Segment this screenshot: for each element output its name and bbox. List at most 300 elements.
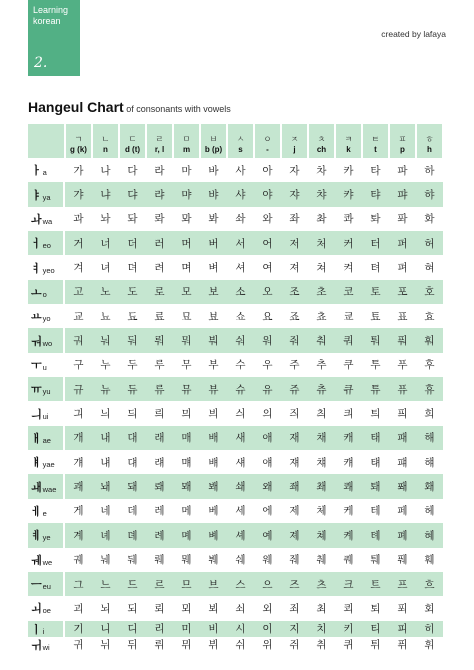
syllable-text: 벼 [208,262,219,275]
vowel-roman: a [42,168,47,178]
syllable-text: 늬 [100,408,111,421]
syllable-text: 췌 [316,554,327,567]
syllable-text: 홰 [424,481,435,494]
chapter-badge [28,0,80,76]
syllable-text: 모 [181,286,192,299]
syllable-cell [308,255,335,279]
syllable-text: 와 [262,213,273,226]
consonant-header-12 [363,124,388,158]
syllable-text: 풔 [397,335,408,348]
syllable-cell [173,474,200,498]
syllable-cell [308,499,335,523]
syllable-cell [119,426,146,450]
vowel-label-e [28,499,63,523]
syllable-cell [92,523,119,547]
syllable-text: 츄 [316,383,327,396]
syllable-cell [119,328,146,352]
syllable-cell [416,377,443,401]
syllable-text: 새 [235,432,246,445]
syllable-cell [92,637,119,653]
syllable-cell [200,474,227,498]
syllable-cell [92,499,119,523]
syllable-cell [335,621,362,637]
syllable-cell [362,255,389,279]
syllable-cell [200,621,227,637]
syllable-text: 어 [262,237,273,250]
syllable-text: 죠 [289,310,300,323]
syllable-cell [335,377,362,401]
syllable-cell [254,158,281,182]
syllable-text: 퍄 [397,189,408,202]
syllable-cell [281,280,308,304]
syllable-cell [200,231,227,255]
syllable-text: 섀 [235,456,246,469]
syllable-text: 톄 [370,529,381,542]
syllable-text: 투 [370,359,381,372]
syllable-cell [416,207,443,231]
syllable-text: 체 [316,505,327,518]
syllable-cell [335,499,362,523]
vowel-jamo: ㅠ [31,383,42,397]
syllable-cell [308,377,335,401]
vowel-jamo: ㅚ [31,602,42,616]
syllable-cell [65,158,92,182]
syllable-text: 푀 [397,602,408,615]
vowel-jamo: ㅝ [31,334,42,348]
syllable-text: 춰 [316,335,327,348]
syllable-cell [254,596,281,620]
syllable-cell [254,401,281,425]
syllable-text: 볘 [208,529,219,542]
syllable-cell [146,353,173,377]
syllable-cell [92,304,119,328]
syllable-text: 너 [100,237,111,250]
syllable-text: 툐 [370,310,381,323]
syllable-text: 됴 [127,310,138,323]
syllable-text: 뫼 [181,602,192,615]
syllable-text: 싀 [235,408,246,421]
vowel-label-yo [28,304,63,328]
consonant-jamo: ㅎ [425,135,434,145]
syllable-text: 추 [316,359,327,372]
syllable-text: 튜 [370,383,381,396]
syllable-text: 트 [370,578,381,591]
syllable-text: 두 [127,359,138,372]
syllable-text: 솨 [235,213,246,226]
syllable-text: 다 [127,164,138,177]
syllable-cell [416,280,443,304]
syllable-text: 규 [73,383,84,396]
syllable-cell [308,548,335,572]
syllable-text: 머 [181,237,192,250]
syllable-text: 풰 [397,554,408,567]
syllable-cell [308,158,335,182]
syllable-cell [254,499,281,523]
syllable-text: 탸 [370,189,381,202]
syllable-cell [389,158,416,182]
syllable-cell [254,426,281,450]
syllable-text: 퍠 [397,456,408,469]
syllable-cell [308,182,335,206]
syllable-text: 베 [208,505,219,518]
vowel-jamo: ㅏ [31,164,42,178]
syllable-cell [119,572,146,596]
syllable-text: 쥬 [289,383,300,396]
syllable-cell [281,353,308,377]
syllable-text: 수 [235,359,246,372]
syllable-text: 피 [397,623,408,636]
syllable-text: 갸 [73,189,84,202]
consonant-roman: g (k) [70,145,87,154]
syllable-text: 재 [289,432,300,445]
syllable-cell [119,450,146,474]
syllable-text: 주 [289,359,300,372]
syllable-cell [308,474,335,498]
vowel-jamo: ㅖ [31,529,42,543]
syllable-cell [92,280,119,304]
syllable-text: 쾨 [343,602,354,615]
syllable-text: 츠 [316,578,327,591]
syllable-text: 로 [154,286,165,299]
syllable-cell [92,572,119,596]
syllable-text: 라 [154,164,165,177]
syllable-cell [308,572,335,596]
syllable-text: 져 [289,262,300,275]
syllable-text: 펴 [397,262,408,275]
syllable-cell [173,353,200,377]
syllable-cell [281,637,308,653]
syllable-cell [200,499,227,523]
syllable-text: 니 [100,623,111,636]
syllable-text: 의 [262,408,273,421]
syllable-text: 테 [370,505,381,518]
syllable-cell [227,231,254,255]
syllable-text: 뉘 [100,639,111,652]
syllable-cell [227,548,254,572]
syllable-text: 르 [154,578,165,591]
syllable-text: 터 [370,237,381,250]
syllable-text: 호 [424,286,435,299]
syllable-cell [281,572,308,596]
syllable-cell [119,304,146,328]
syllable-cell [146,637,173,653]
syllable-cell [65,523,92,547]
syllable-text: 퀘 [343,554,354,567]
syllable-text: 놰 [100,481,111,494]
syllable-cell [146,572,173,596]
syllable-cell [416,328,443,352]
syllable-text: 뇌 [100,602,111,615]
syllable-text: 대 [127,432,138,445]
syllable-cell [146,207,173,231]
syllable-cell [200,377,227,401]
syllable-text: 래 [154,432,165,445]
syllable-text: 여 [262,262,273,275]
syllable-text: 느 [100,578,111,591]
syllable-text: 뷔 [208,639,219,652]
vowel-roman: eu [42,582,51,592]
syllable-cell [389,548,416,572]
consonant-jamo: ㅁ [182,135,191,145]
consonant-header-1 [66,124,91,158]
vowel-label-we [28,548,63,572]
syllable-text: 표 [397,310,408,323]
syllable-cell [416,304,443,328]
syllable-cell [416,523,443,547]
consonant-roman: n [103,145,108,154]
syllable-cell [254,377,281,401]
syllable-text: 흐 [424,578,435,591]
syllable-cell [362,499,389,523]
vowel-roman: wae [42,484,57,494]
syllable-text: 루 [154,359,165,372]
syllable-text: 죄 [289,602,300,615]
syllable-text: 보 [208,286,219,299]
syllable-cell [227,255,254,279]
syllable-text: 에 [262,505,273,518]
syllable-text: 지 [289,623,300,636]
syllable-text: 파 [397,164,408,177]
syllable-cell [254,182,281,206]
chart-title [28,97,231,116]
syllable-text: 데 [127,505,138,518]
syllable-cell [146,182,173,206]
syllable-text: 이 [262,623,273,636]
consonant-roman: b (p) [204,145,223,154]
syllable-cell [308,231,335,255]
syllable-cell [362,377,389,401]
syllable-text: 쿼 [343,335,354,348]
syllable-text: 냐 [100,189,111,202]
vowel-roman: wa [42,216,53,226]
syllable-cell [173,304,200,328]
badge-line-1: Learning [33,5,69,15]
syllable-cell [335,158,362,182]
badge-number: 2. [34,55,48,71]
syllable-text: 롸 [154,213,165,226]
syllable-text: 개 [73,432,84,445]
syllable-text: 구 [73,359,84,372]
syllable-cell [281,182,308,206]
syllable-text: 믜 [181,408,192,421]
consonant-header-14 [417,124,442,158]
syllable-cell [119,207,146,231]
hangeul-grid [28,124,449,653]
syllable-cell [389,328,416,352]
syllable-cell [389,621,416,637]
syllable-cell [92,596,119,620]
syllable-cell [200,548,227,572]
syllable-cell [173,182,200,206]
syllable-text: 마 [181,164,192,177]
syllable-text: 컈 [343,456,354,469]
syllable-cell [389,499,416,523]
syllable-cell [362,621,389,637]
consonant-header-5 [174,124,199,158]
syllable-cell [119,621,146,637]
syllable-text: 티 [370,623,381,636]
syllable-cell [92,450,119,474]
syllable-cell [173,401,200,425]
syllable-cell [119,596,146,620]
syllable-cell [308,621,335,637]
syllable-text: 쵸 [316,310,327,323]
syllable-text: 드 [127,578,138,591]
syllable-text: 댜 [127,189,138,202]
syllable-cell [416,450,443,474]
syllable-cell [389,231,416,255]
syllable-text: 쇠 [235,602,246,615]
syllable-text: 쇄 [235,481,246,494]
syllable-cell [308,426,335,450]
syllable-cell [308,596,335,620]
syllable-cell [146,280,173,304]
syllable-cell [173,280,200,304]
syllable-cell [416,158,443,182]
syllable-cell [281,474,308,498]
syllable-text: 페 [397,505,408,518]
vowel-jamo: ㅡ [31,578,42,592]
syllable-cell [65,231,92,255]
syllable-text: 쥐 [289,639,300,652]
vowel-label-eu [28,572,63,596]
syllable-cell [416,353,443,377]
vowel-label-ye [28,523,63,547]
syllable-text: 사 [235,164,246,177]
vowel-roman: yu [42,387,51,397]
syllable-text: 슈 [235,383,246,396]
syllable-text: 포 [397,286,408,299]
syllable-text: 소 [235,286,246,299]
syllable-cell [227,328,254,352]
syllable-text: 코 [343,286,354,299]
syllable-cell [65,377,92,401]
syllable-cell [389,596,416,620]
syllable-cell [119,377,146,401]
syllable-text: 디 [127,623,138,636]
syllable-text: 봐 [208,213,219,226]
syllable-text: 게 [73,505,84,518]
syllable-cell [227,158,254,182]
syllable-text: 쳬 [316,529,327,542]
syllable-cell [281,304,308,328]
syllable-text: 케 [343,505,354,518]
syllable-cell [416,255,443,279]
syllable-text: 랴 [154,189,165,202]
syllable-text: 히 [424,623,435,636]
syllable-text: 괘 [73,481,84,494]
syllable-cell [200,401,227,425]
syllable-text: 냬 [100,456,111,469]
syllable-cell [362,231,389,255]
syllable-cell [200,572,227,596]
vowel-jamo: ㅜ [31,358,42,372]
syllable-cell [65,304,92,328]
consonant-roman: t [374,145,377,154]
syllable-cell [308,401,335,425]
syllable-cell [389,207,416,231]
vowel-jamo: ㅕ [31,261,42,275]
syllable-text: 배 [208,432,219,445]
syllable-text: 눠 [100,335,111,348]
syllable-text: 쇼 [235,310,246,323]
consonant-roman: m [182,145,191,154]
syllable-cell [173,158,200,182]
syllable-text: 촤 [316,213,327,226]
syllable-cell [227,182,254,206]
syllable-cell [173,523,200,547]
syllable-cell [335,401,362,425]
syllable-cell [146,548,173,572]
syllable-text: 줴 [289,554,300,567]
syllable-text: 얘 [262,456,273,469]
syllable-cell [335,426,362,450]
syllable-cell [173,328,200,352]
syllable-cell [119,523,146,547]
syllable-text: 노 [100,286,111,299]
syllable-text: 뮈 [181,639,192,652]
syllable-cell [254,637,281,653]
syllable-text: 뤼 [154,639,165,652]
syllable-text: 즈 [289,578,300,591]
syllable-cell [65,280,92,304]
syllable-cell [416,231,443,255]
syllable-text: 궈 [73,335,84,348]
vowel-jamo: ㅟ [31,638,42,652]
vowel-jamo: ㅘ [31,212,42,226]
syllable-text: 뒈 [127,554,138,567]
consonant-jamo: ㅇ [263,135,272,145]
syllable-cell [281,523,308,547]
syllable-cell [227,450,254,474]
syllable-text: 예 [262,529,273,542]
syllable-text: 차 [316,164,327,177]
syllable-text: 좨 [289,481,300,494]
syllable-cell [65,572,92,596]
vowel-roman: oe [42,606,51,616]
syllable-text: 쳐 [316,262,327,275]
syllable-text: 므 [181,578,192,591]
syllable-cell [254,255,281,279]
syllable-cell [254,523,281,547]
syllable-text: 봬 [208,481,219,494]
syllable-text: 츼 [316,408,327,421]
syllable-cell [173,621,200,637]
syllable-cell [119,401,146,425]
syllable-cell [362,523,389,547]
vowel-roman: ae [42,435,51,445]
vowel-label-oe [28,596,63,620]
syllable-cell [362,450,389,474]
syllable-cell [281,499,308,523]
vowel-roman: yeo [42,265,55,275]
syllable-cell [119,231,146,255]
syllable-text: 묘 [181,310,192,323]
syllable-text: 뒤 [127,639,138,652]
syllable-cell [227,596,254,620]
syllable-text: 듸 [127,408,138,421]
vowel-label-ya [28,182,63,206]
syllable-text: 브 [208,578,219,591]
syllable-text: 위 [262,639,273,652]
syllable-text: 햐 [424,189,435,202]
syllable-cell [254,548,281,572]
syllable-cell [200,182,227,206]
syllable-cell [227,401,254,425]
syllable-text: 퐤 [397,481,408,494]
consonant-jamo: ㅌ [371,135,380,145]
syllable-text: 레 [154,505,165,518]
